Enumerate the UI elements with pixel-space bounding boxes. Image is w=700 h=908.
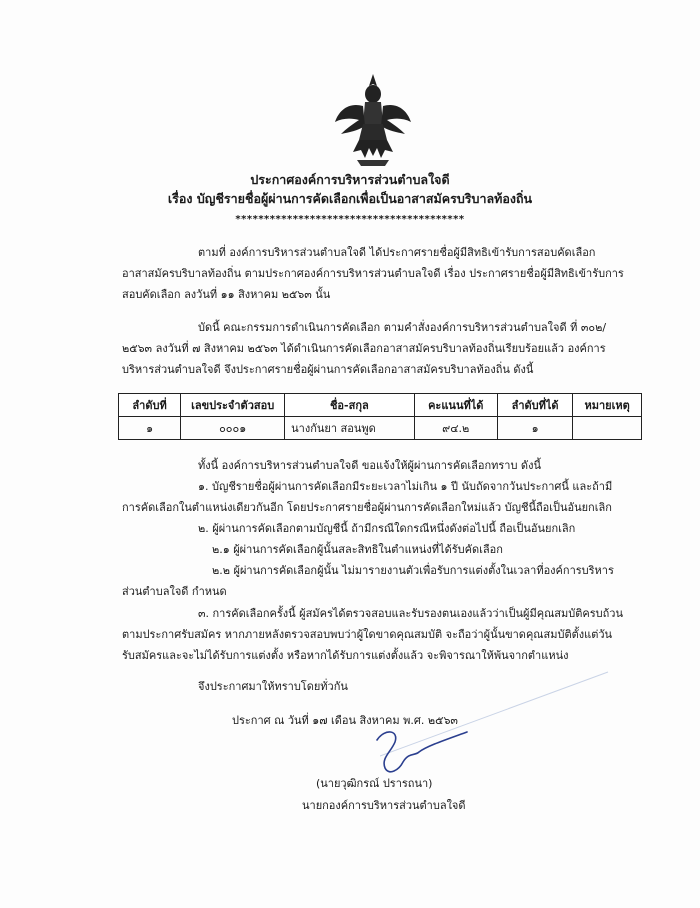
signatory-name: (นายวุฒิกรณ์ ปรารถนา) (316, 777, 433, 790)
header-score: คะแนนที่ได้ (414, 394, 497, 417)
cell-order: ๑ (119, 417, 181, 440)
closing-announce: จึงประกาศมาให้ทราบโดยทั่วกัน (198, 680, 348, 693)
notes-intro: ทั้งนี้ องค์การบริหารส่วนตำบลใจดี ขอแจ้งให้ผู้ผ่านการคัดเลือกทราบ ดังนี้ (198, 459, 541, 472)
para1-line1: ตามที่ องค์การบริหารส่วนตำบลใจดี ได้ประกาศรายชื่อผู้มีสิทธิเข้ารับการสอบคัดเลือก (198, 246, 596, 259)
cell-name: นางกันยา สอนพูด (285, 417, 414, 440)
header-order: ลำดับที่ (119, 394, 181, 417)
cell-remark (573, 417, 642, 440)
note-1-line1: ๑. บัญชีรายชื่อผู้ผ่านการคัดเลือกมีระยะเวลาไม่เกิน ๑ ปี นับถัดจากวันประกาศนี้ และถ้ามี (198, 480, 613, 493)
para2-line3: บริหารส่วนตำบลใจดี จึงประกาศรายชื่อผู้ผ่านการคัดเลือกอาสาสมัครบริบาลท้องถิ่น ดังนี้ (122, 363, 534, 376)
announce-date: ประกาศ ณ วันที่ ๑๗ เดือน สิงหาคม พ.ศ. ๒๕๖๓ (232, 714, 458, 727)
note-3-line2: ตามประกาศรับสมัคร หากภายหลังตรวจสอบพบว่าผู้ใดขาดคุณสมบัติ จะถือว่าผู้นั้นขาดคุณสมบัติตั้งแต่วัน (122, 628, 613, 641)
results-table (118, 393, 642, 440)
note-2-2-line2: ส่วนตำบลใจดี กำหนด (122, 585, 227, 598)
handwritten-signature (355, 722, 475, 782)
table-row (119, 417, 642, 440)
para1-line2: อาสาสมัครบริบาลท้องถิ่น ตามประกาศองค์การบริหารส่วนตำบลใจดี เรื่อง ประกาศรายชื่อผู้มีสิทธิเข้ารับการ (122, 267, 624, 280)
separator-line: **************************************** (235, 214, 465, 225)
note-3-line3: รับสมัครและจะไม่ได้รับการแต่งตั้ง หรือหากได้รับการแต่งตั้งแล้ว จะพิจารณาให้พ้นจากตำแหน่ง (122, 649, 569, 662)
cell-exam-id: ๐๐๐๑ (181, 417, 285, 440)
header-name: ชื่อ-สกุล (285, 394, 414, 417)
para2-line2: ๒๕๖๓ ลงวันที่ ๗ สิงหาคม ๒๕๖๓ ได้ดำเนินการคัดเลือกอาสาสมัครบริบาลท้องถิ่นเรียบร้อยแล้ว องค์การ (122, 342, 606, 355)
table-header-row (119, 394, 642, 417)
header-exam-id: เลขประจำตัวสอบ (181, 394, 285, 417)
note-2-2-line1: ๒.๒ ผู้ผ่านการคัดเลือกผู้นั้น ไม่มารายงานตัวเพื่อรับการแต่งตั้งในเวลาที่องค์การบริหาร (212, 564, 614, 577)
note-3-line1: ๓. การคัดเลือกครั้งนี้ ผู้สมัครได้ตรวจสอบและรับรองตนเองแล้วว่าเป็นผู้มีคุณสมบัติครบถ้วน (198, 607, 624, 620)
header-rank: ลำดับที่ได้ (497, 394, 572, 417)
para2-line1: บัดนี้ คณะกรรมการดำเนินการคัดเลือก ตามคำสั่งองค์การบริหารส่วนตำบลใจดี ที่ ๓๐๒/ (198, 321, 607, 334)
header-remark: หมายเหตุ (573, 394, 642, 417)
signatory-position: นายกองค์การบริหารส่วนตำบลใจดี (302, 799, 466, 812)
note-2: ๒. ผู้ผ่านการคัดเลือกตามบัญชีนี้ ถ้ามีกรณีใดกรณีหนึ่งดังต่อไปนี้ ถือเป็นอันยกเลิก (198, 522, 576, 535)
cell-rank: ๑ (497, 417, 572, 440)
note-2-1: ๒.๑ ผู้ผ่านการคัดเลือกผู้นั้นสละสิทธิในตำแหน่งที่ได้รับคัดเลือก (212, 543, 503, 556)
document-title: ประกาศองค์การบริหารส่วนตำบลใจดี (250, 172, 450, 187)
note-1-line2: การคัดเลือกในตำแหน่งเดียวกันอีก โดยประกาศรายชื่อผู้ผ่านการคัดเลือกใหม่แล้ว บัญชีนี้ถือเป็นอันยกเลิก (122, 501, 612, 514)
garuda-emblem (333, 72, 413, 168)
document-subject: เรื่อง บัญชีรายชื่อผู้ผ่านการคัดเลือกเพื่อเป็นอาสาสมัครบริบาลท้องถิ่น (167, 191, 533, 206)
cell-score: ๙๔.๒ (414, 417, 497, 440)
para1-line3: สอบคัดเลือก ลงวันที่ ๑๑ สิงหาคม ๒๕๖๓ นั้น (122, 288, 331, 301)
